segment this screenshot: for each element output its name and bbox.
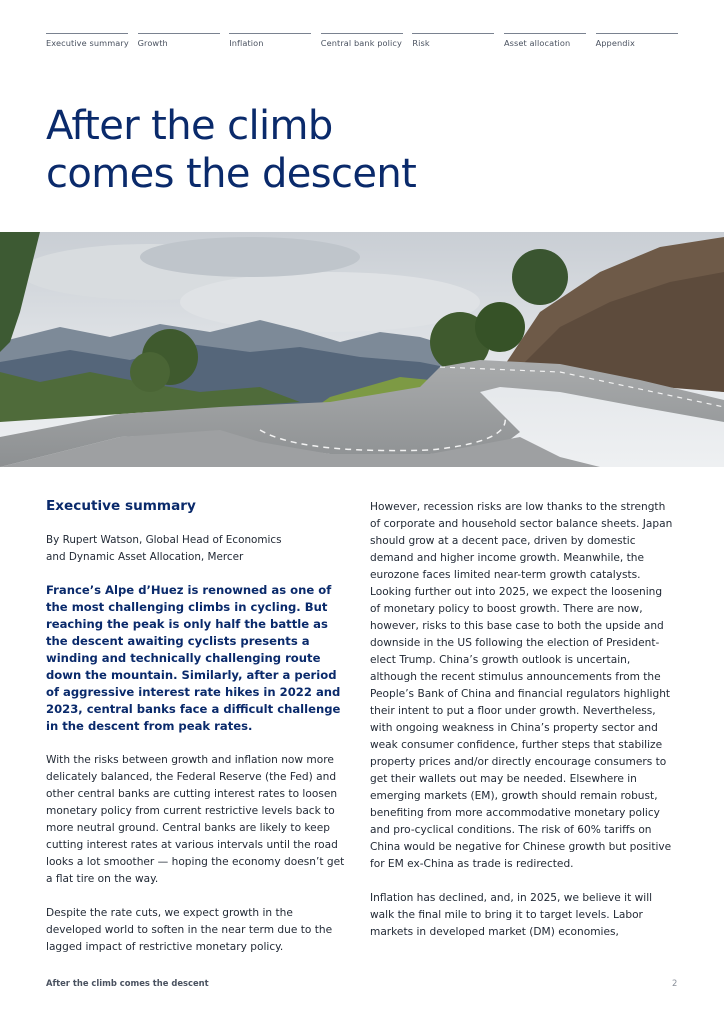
hero-mountain-road-image (0, 232, 724, 467)
body-paragraph: Inflation has declined, and, in 2025, we believe it will walk the final mile to bring it to target levels. Labor markets in developed market (DM) economies, (370, 892, 653, 938)
section-navigation (46, 33, 678, 53)
page-number: 2 (672, 978, 678, 988)
nav-executive-summary[interactable]: Executive summary (46, 33, 128, 53)
nav-risk[interactable]: Risk (412, 33, 494, 53)
footer-document-title: After the climb comes the descent (46, 978, 209, 988)
nav-inflation[interactable]: Inflation (229, 33, 311, 53)
byline-line-2: and Dynamic Asset Allocation, Mercer (46, 551, 244, 563)
byline-line-1: By Rupert Watson, Global Head of Economics (46, 534, 282, 546)
nav-growth[interactable]: Growth (138, 33, 220, 53)
section-heading: Executive summary (46, 498, 196, 514)
left-column (46, 496, 351, 973)
nav-asset-allocation[interactable]: Asset allocation (504, 33, 586, 53)
nav-appendix[interactable]: Appendix (596, 33, 678, 53)
body-paragraph: However, recession risks are low thanks to the strength of corporate and household sector balance sheets. Japan should grow at a decent pace, driven by domestic demand and higher income growth. Meanwhile, the eurozone faces limited near-term growth catalysts. Looking further out into 2025, we expect the loosening of monetary policy to boost growth. There are now, however, risks to this base case to both the upside and downside in the US following the election of President-elect Trump. China’s growth outlook is uncertain, although the recent stimulus announcements from the People’s Bank of China and financial regulators highlight their intent to put a floor under growth. Nevertheless, with ongoing weakness in China’s property sector and weak consumer confidence, further steps that stabilize property prices and/or directly encourage consumers to get their wallets out may be needed. Elsewhere in emerging markets (EM), growth should remain robust, benefiting from more accommodative monetary policy and pro-cyclical conditions. The risk of 60% tariffs on China would be negative for Chinese growth but positive for EM ex-China as trade is redirected. (370, 501, 673, 870)
body-paragraph: Despite the rate cuts, we expect growth in the developed world to soften in the near term due to the lagged impact of restrictive monetary policy. (46, 907, 333, 953)
right-column (370, 499, 674, 958)
page-title-line-1: After the climb (46, 103, 333, 149)
nav-central-bank-policy[interactable]: Central bank policy (321, 33, 403, 53)
lead-paragraph: France’s Alpe d’Huez is renowned as one of the most challenging climbs in cycling. But reaching the peak is only half the battle as the descent awaiting cyclists presents a winding and technically challenging route down the mountain. Similarly, after a period of aggressive interest rate hikes in 2022 and 2023, central banks face a difficult challenge in the descent from peak rates. (46, 583, 341, 733)
page-title-line-2: comes the descent (46, 151, 417, 197)
page-title (46, 102, 606, 198)
body-paragraph: With the risks between growth and inflation now more delicately balanced, the Federal Reserve (the Fed) and other central banks are cutting interest rates to loosen monetary policy from current restrictive levels back to more neutral ground. Central banks are likely to keep cutting interest rates at various intervals until the road looks a lot smoother — hoping the economy doesn’t get a flat tire on the way. (46, 754, 345, 885)
author-byline (46, 532, 351, 566)
